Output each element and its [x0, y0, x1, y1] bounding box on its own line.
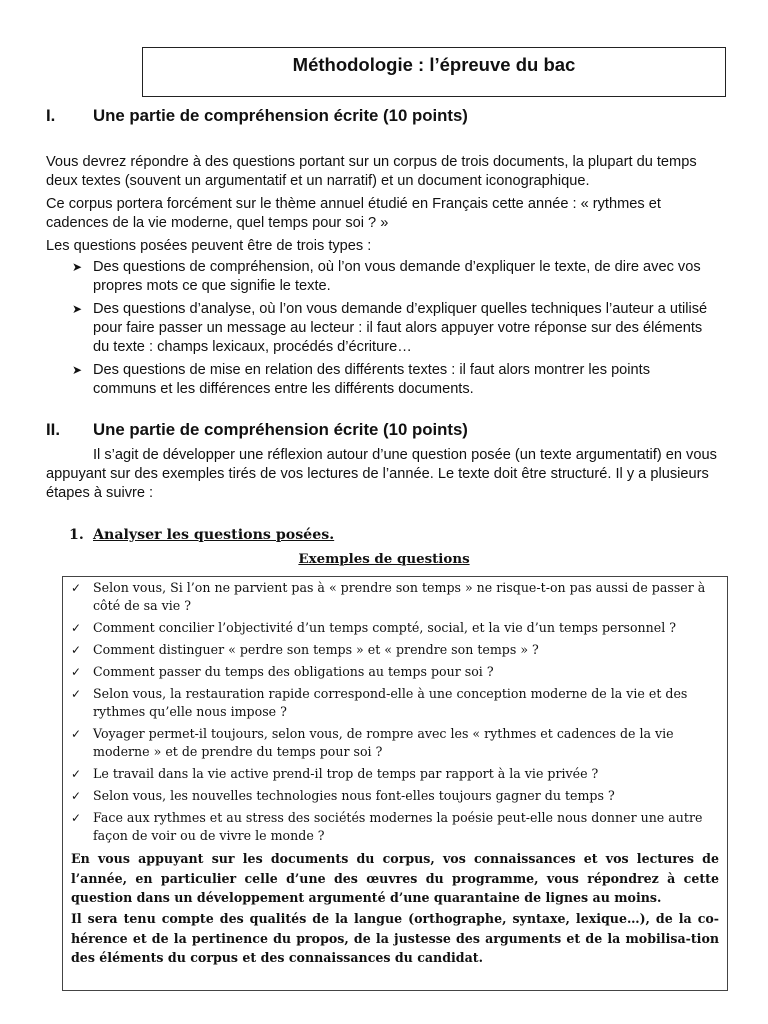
- question-text: Comment concilier l’objectivité d’un temps compté, social, et la vie d’un temps personnel ?: [93, 620, 676, 635]
- checkmark-icon: ✓: [71, 727, 82, 741]
- paragraph: Ce corpus portera forcément sur le thème annuel étudié en Français cette année : « rythmes et cadences de la vie moderne, quel temps pour soi ? »: [46, 196, 661, 231]
- step-label: Analyser les questions posées.: [93, 527, 335, 543]
- list-item: [71, 787, 717, 805]
- section-1-heading: [0, 106, 768, 128]
- question-text: Le travail dans la vie active prend-il trop de temps par rapport à la vie privée ?: [93, 766, 599, 781]
- checkmark-icon: ✓: [71, 789, 82, 803]
- page-title: Méthodologie : l’épreuve du bac: [292, 54, 576, 75]
- section-1-title: Une partie de compréhension écrite (10 points): [93, 106, 468, 125]
- checkmark-icon: ✓: [71, 767, 82, 781]
- question-text: Comment passer du temps des obligations au temps pour soi ?: [93, 664, 494, 679]
- list-item-text: Des questions d’analyse, où l’on vous demande d’expliquer quelles techniques l’auteur a utilisé pour faire passer un message au lecteur : il faut alors appuyer votre réponse sur des éléments du texte : champs lexicaux, procédés d’écriture…: [93, 301, 708, 355]
- question-text: Face aux rythmes et au stress des sociétés modernes la poésie peut-elle nous donner une autre façon de voir ou de vivre le monde ?: [93, 810, 703, 843]
- section-2-heading: [0, 420, 768, 442]
- checkmark-icon: ✓: [71, 643, 82, 657]
- checkmark-icon: ✓: [71, 811, 82, 825]
- section-2-title: Une partie de compréhension écrite (10 points): [93, 420, 468, 439]
- consigne-paragraph: En vous appuyant sur les documents du corpus, vos connaissances et vos lectures de l’année, en particulier celle d’une des œuvres du programme, vous répondrez à cette question dans un développement argumenté d’une quarantaine de lignes au moins.: [71, 851, 719, 905]
- list-item: [71, 641, 717, 659]
- list-item-text: Des questions de mise en relation des différents textes : il faut alors montrer les points communs et les différences entre les différents documents.: [93, 362, 651, 397]
- arrowhead-bullet-icon: ➤: [72, 363, 83, 377]
- question-text: Voyager permet-il toujours, selon vous, de rompre avec les « rythmes et cadences de la vie moderne » et de prendre du temps pour soi ?: [93, 726, 674, 759]
- list-item: [71, 685, 717, 721]
- title-box: [142, 47, 726, 97]
- arrowhead-bullet-icon: ➤: [72, 260, 83, 274]
- step-heading: [69, 527, 334, 543]
- question-types-list: [72, 258, 712, 403]
- paragraph: Vous devrez répondre à des questions portant sur un corpus de trois documents, la plupart du temps deux textes (souvent un argumentatif et un narratif) et un document iconographique.: [46, 154, 697, 189]
- list-item: [72, 300, 712, 357]
- question-text: Selon vous, Si l’on ne parvient pas à « prendre son temps » ne risque-t-on pas aussi de passer à côté de sa vie ?: [93, 580, 706, 613]
- paragraph: Les questions posées peuvent être de trois types :: [46, 238, 372, 254]
- examples-title: Exemples de questions: [298, 551, 470, 567]
- list-item: [72, 258, 712, 296]
- list-item: [71, 579, 717, 615]
- list-item: [71, 663, 717, 681]
- consigne-paragraph: Il sera tenu compte des qualités de la langue (orthographe, syntaxe, lexique…), de la co-hérence et de la pertinence du propos, de la justesse des arguments et de la mobilisa-tion des éléments du corpus et des connaissances du candidat.: [71, 911, 719, 965]
- list-item: [71, 725, 717, 761]
- list-item: [72, 361, 712, 399]
- question-text: Selon vous, les nouvelles technologies nous font-elles toujours gagner du temps ?: [93, 788, 615, 803]
- question-text: Comment distinguer « perdre son temps » et « prendre son temps » ?: [93, 642, 539, 657]
- checkmark-icon: ✓: [71, 621, 82, 635]
- section-1-body: [46, 153, 711, 260]
- checkmark-icon: ✓: [71, 665, 82, 679]
- list-item-text: Des questions de compréhension, où l’on vous demande d’expliquer le texte, de dire avec vos propres mots ce que signifie le texte.: [93, 259, 701, 294]
- question-text: Selon vous, la restauration rapide correspond-elle à une conception moderne de la vie et des rythmes qu’elle nous impose ?: [93, 686, 688, 719]
- list-item: [71, 619, 717, 637]
- checkmark-icon: ✓: [71, 581, 82, 595]
- list-item: [71, 765, 717, 783]
- questions-box: [62, 576, 728, 991]
- arrowhead-bullet-icon: ➤: [72, 302, 83, 316]
- section-2-number: II.: [46, 420, 60, 439]
- step-number: 1.: [69, 527, 84, 543]
- checkmark-icon: ✓: [71, 687, 82, 701]
- section-2-paragraph: Il s’agit de développer une réflexion autour d’une question posée (un texte argumentatif) en vous appuyant sur des exemples tirés de vos lectures de l’année. Le texte doit être structuré. Il y a plusieurs étapes à suivre :: [46, 447, 717, 501]
- section-1-number: I.: [46, 106, 56, 125]
- list-item: [71, 809, 717, 845]
- questions-list: [71, 579, 717, 849]
